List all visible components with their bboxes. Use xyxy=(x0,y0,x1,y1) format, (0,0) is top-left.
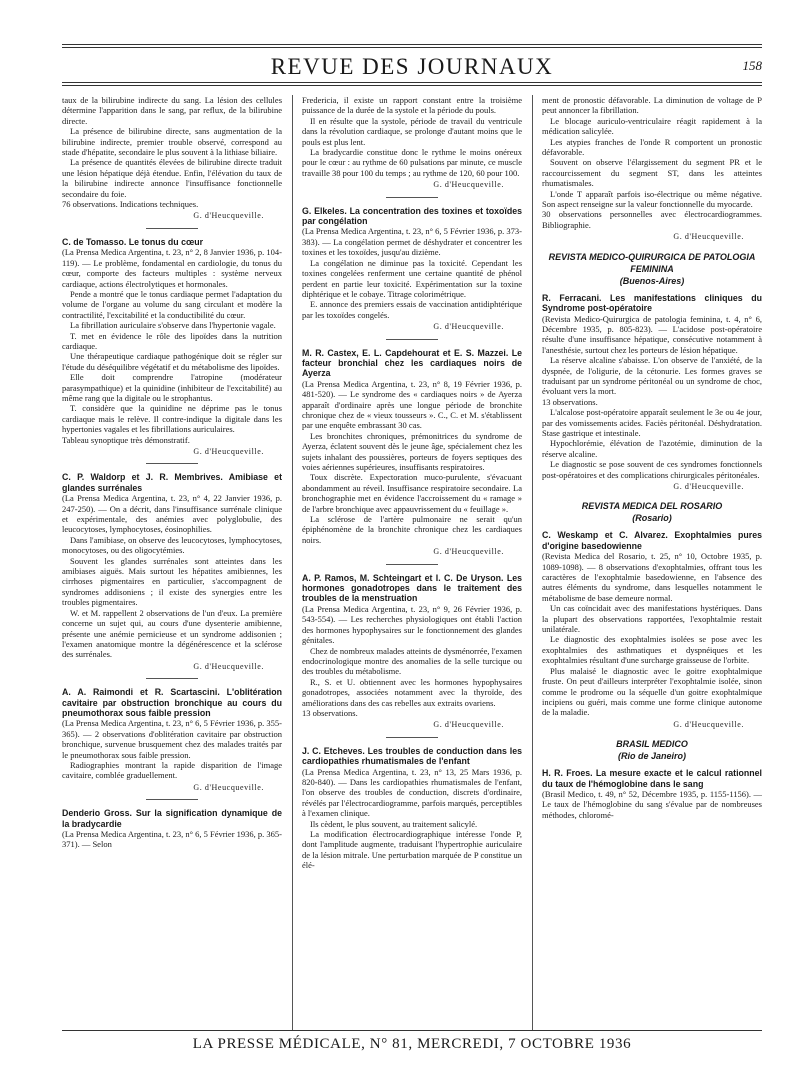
paragraph: 13 observations. xyxy=(542,396,598,407)
journal-name: REVISTA MEDICA DEL ROSARIO xyxy=(581,501,723,512)
paragraph: Chez de nombreux malades atteints de dysménorrée, l'examen endocrinologique montre des anomalies de la selle turcique ou des troubles du métabolisme. xyxy=(302,645,522,677)
top-rule xyxy=(62,44,762,45)
paragraph: (Revista Medico-Quirurgica de patologia feminina, t. 4, n° 6, Décembre 1935, p. 805-823). — L'acidose post-opératoire résulte d'une insuffisance hépatique, consécutive notamment à l'anesthésie, surtout chez les porteurs de lésion hépatique. xyxy=(542,313,762,355)
separator xyxy=(386,564,438,565)
paragraph: La congélation ne diminue pas la toxicité. Cependant les toxines congelées renferment une certaine quantité de phénol perdent en partie leur toxicité. Expérimentation sur la toxine diphtérique et le cobaye. Titrage colorimétrique. xyxy=(302,257,522,299)
article-heading: C. P. Waldorp et J. R. Membrives. Amibiase et glandes surrénales xyxy=(62,472,282,493)
signature: G. d'Heucqueville. xyxy=(193,447,264,456)
paragraph: T. considère que la quinidine ne déprime pas le tonus cardiaque mais le relève. Il contre-indique la digitale dans les hypertonies vagales et les fibrillations auriculaires. xyxy=(62,403,282,435)
separator xyxy=(146,678,198,679)
signature: G. d'Heucqueville. xyxy=(673,719,744,729)
article-heading: C. de Tomasso. Le tonus du cœur xyxy=(62,236,204,247)
paragraph: Pende a montré que le tonus cardiaque permet l'adaptation du volume de l'organe au volume du sang circulant et modère la contractilité, l'excitabilité et la conductibilité du cœur. xyxy=(62,288,282,320)
column-divider xyxy=(292,95,293,1030)
journal-city: (Rosario) xyxy=(632,513,672,524)
column-3 xyxy=(542,95,762,1030)
paragraph: La présence de quantités élevées de bilirubine directe traduit une lésion hépatique déjà étendue. Enfin, l'élévation du taux de la bilirubine indirecte annonce l'insuffisance fonctionnelle secondaire du foie. xyxy=(62,157,282,199)
article-heading: R. Ferracani. Les manifestations cliniques du Syndrome post-opératoire xyxy=(542,292,762,314)
paragraph: (La Prensa Medica Argentina, t. 23, n° 8, 19 Février 1936, p. 481-520). — Le syndrome des « cardiaques noirs » de Ayerza apparaît d'ordinaire après une longue période de bronchite chronique chez de « vieux tousseurs ». C., C. et M. s'établissent par une enquête embrassant 30 cas. xyxy=(302,378,522,431)
paragraph: Dans l'amibiase, on observe des leucocytoses, lymphocytoses, monocytoses, ou des oligocytémies. xyxy=(62,534,282,556)
paragraph: Ils cèdent, le plus souvent, au traitement salicylé. xyxy=(310,818,478,829)
paragraph: (Brasil Medico, t. 49, n° 52, Décembre 1935, p. 1155-1156). — Le taux de l'hémoglobine du sang s'évalue par de nombreuses méthodes, chloromé- xyxy=(542,788,762,820)
signature: G. d'Heucqueville. xyxy=(673,232,744,242)
paragraph: Radiographies montrant la rapide disparition de l'image cavitaire, comblée graduellement. xyxy=(62,759,282,781)
paragraph: (La Prensa Medica Argentina, t. 23, n° 6, 5 Février 1936, p. 373-383). — La congélation permet de déshydrater et concentrer les toxines et les toxoïdes, jusqu'au dizième. xyxy=(302,226,522,258)
paragraph: La sclérose de l'artère pulmonaire ne serait qu'un épiphénomène de la bronchite chronique chez les cardiaques noirs. xyxy=(302,514,522,545)
paragraph: 76 observations. Indications techniques. xyxy=(62,199,199,210)
paragraph: 13 observations. xyxy=(302,707,358,718)
article-heading: A. P. Ramos, M. Schteingart et I. C. De Uryson. Les hormones gonadotropes dans le traitement des troubles de la menstruation xyxy=(302,572,522,604)
page-number: 158 xyxy=(742,58,762,73)
paragraph: Souvent les glandes surrénales sont atteintes dans les amibiases aiguës. Mais surtout les hépatites amibiennes, les cirrhoses pigmentaires en particulier, s'accompagnent de syndromes addisoniens ; il existe des synergies entre les troubles pigmentaires. xyxy=(62,555,282,608)
paragraph: Un cas coïncidait avec des manifestations hystériques. Dans la plupart des observations rapportées, l'exophtalmie restait unilatérale. xyxy=(542,603,762,635)
article-heading: M. R. Castex, E. L. Capdehourat et E. S. Mazzei. Le facteur bronchial chez les cardiaques noirs de Ayerza xyxy=(302,347,522,379)
paragraph: (La Prensa Medica Argentina, t. 23, n° 6, 5 Février 1936, p. 355-365). — 2 observations d'oblitération cavitaire par obstruction bronchique, survenue brusquement chez des malades traités par le pneumothorax sous faible pression. xyxy=(62,718,282,760)
paragraph: T. met en évidence le rôle des lipoïdes dans la nutrition cardiaque. xyxy=(62,330,282,351)
paragraph: ment de pronostic défavorable. La diminution de voltage de P peut annoncer la fibrillation. xyxy=(542,95,762,116)
header-rule xyxy=(62,82,762,83)
paragraph: 30 observations personnelles avec électrocardiogrammes. Bibliographie. xyxy=(542,209,762,230)
journal-name: REVISTA MEDICO-QUIRURGICA DE PATOLOGIA FEMININA xyxy=(548,251,756,274)
journal-heading xyxy=(542,251,762,287)
column-1 xyxy=(62,95,282,1030)
journal-city: (Buenos-Aires) xyxy=(619,275,685,286)
paragraph: La bradycardie constitue donc le rythme le moins onéreux pour le cœur : au rythme de 60 pulsations par minute, ce muscle travaille 38 pour 100 du temps ; au rythme de 120, 60 pour 100. xyxy=(302,147,522,178)
paragraph: R., S. et U. obtiennent avec les hormones hypophysaires gonadotropes, associées notamment avec la thyroïde, des améliorations dans des cas rebelles aux extraits ovariens. xyxy=(302,676,522,708)
separator xyxy=(146,463,198,464)
paragraph: (La Prensa Medica Argentina, t. 23, n° 6, 5 Février 1936, p. 365-371). — Selon xyxy=(62,829,282,850)
article-heading: Denderio Gross. Sur la signification dynamique de la bradycardie xyxy=(62,808,282,829)
separator xyxy=(146,799,198,800)
paragraph: W. et M. rappellent 2 observations de l'un d'eux. La première concerne un sujet qui, au cours d'une dysenterie amibienne, présente une anémie pernicieuse et un syndrome addisonien ; l'examen anatomique montre la dégénérescence et la sclérose des surrénales. xyxy=(62,607,282,660)
footer-rule xyxy=(62,1030,762,1031)
article-columns xyxy=(62,95,762,1030)
paragraph: (La Prensa Medica Argentina, t. 23, n° 13, 25 Mars 1936, p. 820-840). — Dans les cardiopathies rhumatismales de l'enfant, l'on observe des troubles de conduction, discrets d'ordinaire, révélés par l'électrocardiogramme, parfois marqués, perceptibles à l'examen clinique. xyxy=(302,766,522,819)
journal-heading xyxy=(542,738,762,762)
paragraph: taux de la bilirubine indirecte du sang. La lésion des cellules détermine l'apparition dans le sang, par reflux, de la bilirubine directe. xyxy=(62,95,282,126)
paragraph: Fredericia, il existe un rapport constant entre la troisième puissance de la durée de la systole et la période du pouls. xyxy=(302,95,522,116)
signature: G. d'Heucqueville. xyxy=(193,782,264,792)
article-heading: J. C. Etcheves. Les troubles de conduction dans les cardiopathies rhumatismales de l'enfant xyxy=(302,745,522,767)
article-heading: H. R. Froes. La mesure exacte et le calcul rationnel du taux de l'hémoglobine dans le sang xyxy=(542,768,762,789)
paragraph: La fibrillation auriculaire s'observe dans l'hypertonie vagale. xyxy=(70,320,276,331)
article-heading: C. Weskamp et C. Alvarez. Exophtalmies pures d'origine basedowienne xyxy=(542,530,762,551)
paragraph: (Revista Medica del Rosario, t. 25, n° 10, Octobre 1935, p. 1089-1098). — 8 observations d'exophtalmies, offrant tous les caractères de l'exophtalmie basedowienne, en l'absence des autres éléments du syndrome, dans lesquelles notamment le métabolisme de base demeure normal. xyxy=(542,551,762,603)
column-2 xyxy=(302,95,522,1030)
article-heading: A. A. Raimondi et R. Scartascini. L'oblitération cavitaire par obstruction bronchique au cours du pneumothorax sous faible pression xyxy=(62,687,282,718)
paragraph: Toux discrète. Expectoration muco-purulente, s'évacuant abondamment au réveil. Insuffisance respiratoire secondaire. La bronchographie met en évidence l'accroissement du « ramage » de l'arbre bronchique avec appauvrissement du « feuillage ». xyxy=(302,472,522,514)
paragraph: L'alcalose post-opératoire apparaît seulement le 3e ou 4e jour, par des vomissements acides. Faciès péritonéal. Déshydratation. Stase gastrique et intestinale. xyxy=(542,407,762,438)
signature: G. d'Heucqueville. xyxy=(193,661,264,671)
page-footer: LA PRESSE MÉDICALE, N° 81, MERCREDI, 7 OCTOBRE 1936 xyxy=(192,1036,632,1052)
signature: G. d'Heucqueville. xyxy=(433,180,504,190)
journal-city: (Rio de Janeiro) xyxy=(617,751,686,762)
paragraph: Elle doit comprendre l'atropine (modérateur parasympathique) et la quinidine (inhibiteur de l'excitabilité) au même rang que la digitale ou le strophantus. xyxy=(62,372,282,403)
separator xyxy=(386,737,438,738)
signature: G. d'Heucqueville. xyxy=(433,547,504,557)
paragraph: La modification électrocardiographique intéresse l'onde P, dont l'amplitude augmente, traduisant l'hypertrophie auriculaire de la lésion mitrale. Une perturbation marquée de P constitue un élé- xyxy=(302,829,522,871)
journal-name: BRASIL MEDICO xyxy=(616,739,688,750)
paragraph: Il en résulte que la systole, période de travail du ventricule dans la révolution cardiaque, se prolonge d'autant moins que le pouls est plus lent. xyxy=(302,115,522,147)
paragraph: Souvent on observe l'élargissement du segment PR et le raccourcissement du segment ST, dans les atteintes rhumatismales. xyxy=(542,157,762,189)
signature: G. d'Heucqueville. xyxy=(193,211,264,221)
paragraph: (La Prensa Medica Argentina, t. 23, n° 9, 26 Février 1936, p. 543-554). — Les recherches physiologiques ont établi l'action des hormones hypophysaires sur le fonctionnement des glandes génitales. xyxy=(302,603,522,646)
paragraph: (La Prensa Medica Argentina, t. 23, n° 2, 8 Janvier 1936, p. 104-119). — Le problème, fondamental en cardiologie, du tonus du cœur, comporte des facteurs multiples : système nerveux cardiaque, actions électrolytiques et hormonales. xyxy=(62,247,282,289)
separator xyxy=(386,197,438,198)
page-header xyxy=(62,48,762,80)
paragraph: Tableau synoptique très démonstratif. xyxy=(62,434,190,445)
paragraph: Plus malaisé le diagnostic avec le goitre exophtalmique fruste. On peut d'ailleurs interpréter l'exophtalmie isolée, sinon comme le prodrome ou la séquelle d'un goitre exophtalmique incipiens ou guéri, mais comme une forme clinique autonome de la maladie. xyxy=(542,665,762,718)
signature: G. d'Heucqueville. xyxy=(433,322,504,332)
paragraph: Les bronchites chroniques, prémonitrices du syndrome de Ayerza, éclatent souvent dès le jeune âge, spécialement chez les sujets inhalant des poussières, porteurs de foyers septiques des voies aériennes supérieures, insuffisants respiratoires. xyxy=(302,430,522,472)
paragraph: Les atypies franches de l'onde R comportent un pronostic défavorable. xyxy=(542,136,762,158)
signature: G. d'Heucqueville. xyxy=(673,482,744,491)
paragraph: Le blocage auriculo-ventriculaire réagit rapidement à la médication salicylée. xyxy=(542,115,762,137)
separator xyxy=(146,228,198,229)
journal-heading xyxy=(542,500,762,524)
paragraph: (La Prensa Medica Argentina, t. 23, n° 4, 22 Janvier 1936, p. 247-250). — On a décrit, dans l'insuffisance surrénale clinique et expérimentale, des anémies avec polyglobulie, des leucocytoses, lymphocytoses, éosinophilies. xyxy=(62,493,282,535)
paragraph: E. annonce des premiers essais de vaccination antidiphtérique par les toxoïdes congelés. xyxy=(302,299,522,320)
paragraph: Hypochlorémie, élévation de l'azotémie, diminution de la réserve alcaline. xyxy=(542,438,762,459)
page-title: REVUE DES JOURNAUX xyxy=(270,54,554,79)
column-divider xyxy=(532,95,533,1030)
paragraph: La présence de bilirubine directe, sans augmentation de la bilirubine indirecte, premier trouble observé, correspond au stade d'hépatite, secondaire le plus souvent à la lithiase biliaire. xyxy=(62,126,282,158)
header-rule-double xyxy=(62,85,762,86)
signature: G. d'Heucqueville. xyxy=(433,720,504,730)
separator xyxy=(386,339,438,340)
article-heading: G. Elkeles. La concentration des toxines et toxoïdes par congélation xyxy=(302,205,522,227)
paragraph: La réserve alcaline s'abaisse. L'on observe de l'anxiété, de la dyspnée, de l'oligurie, de la cétonurie. Les formes graves se traduisant par un syndrome péritonéal ou un syndrome de choc, évoluant vers la mort. xyxy=(542,355,762,397)
paragraph: Le diagnostic des exophtalmies isolées se pose avec les exophtalmies des asthmatiques et dyspnéiques et les exophtalmies résultant d'une surcharge graisseuse de l'orbite. xyxy=(542,634,762,666)
paragraph: Une thérapeutique cardiaque pathogénique doit se régler sur l'étude du déséquilibre végétatif et du métabolisme des lipoïdes. xyxy=(62,351,282,372)
paragraph: L'onde T apparaît parfois iso-électrique ou même négative. Son aspect renseigne sur la valeur fonctionnelle du myocarde. xyxy=(542,188,762,210)
paragraph: Le diagnostic se pose souvent de ces syndromes fonctionnels post-opératoires et des complications chirurgicales péritonéales. xyxy=(542,459,762,480)
